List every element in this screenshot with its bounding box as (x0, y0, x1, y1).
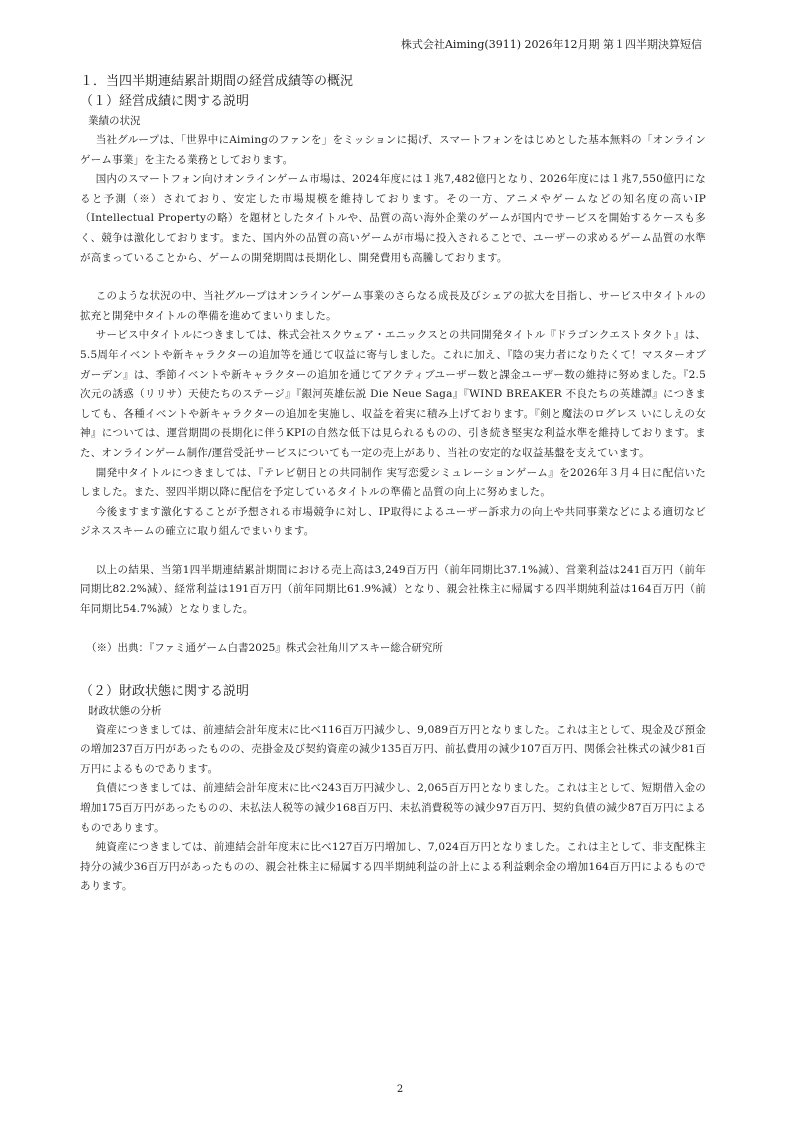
document-body (80, 72, 720, 897)
subsection-title-operating-results: （１）経営成績に関する説明 (80, 94, 250, 109)
document-header: 株式会社Aiming(3911) 2026年12月期 第１四半期決算短信 (400, 38, 702, 51)
section-title: １．当四半期連結累計期間の経営成績等の概況 (80, 74, 354, 89)
heading-performance: 業績の状況 (88, 115, 141, 127)
heading-financial-analysis: 財政状態の分析 (88, 704, 162, 717)
subsection-title-financial-position: （２）財政状態に関する説明 (80, 683, 250, 699)
source-note: （※）出典：『ファミ通ゲーム白書2025』株式会社角川アスキー総合研究所 (86, 641, 443, 654)
paragraph-market: 国内のスマートフォン向けオンラインゲーム市場は、2024年度には１兆7,482億円となり、2026年度には１兆7,550億円になると予測（※）されており、安定した市場規模を維持しております。その一方、アニメやゲームなどの知名度の高いIP（Intellectual Propertyの略）を題材としたタイトルや、品質の高い海外企業のゲームが国内でサービスを開始するケースも多く、競争は激化しております。また、国内外の品質の高いゲームが市場に投入されることで、ユーザーの求めるゲーム品質の水準が高まっていることから、ゲームの開発期間は長期化し、開発費用も高騰しております。 (80, 173, 706, 264)
paragraph-live-titles: サービス中タイトルにつきましては、株式会社スクウェア・エニックスとの共同開発タイトル『ドラゴンクエストタクト』は、5.5周年イベントや新キャラクターの追加等を通じて収益に寄与しました。これに加え、『陰の実力者になりたくて！マスターオブガーデン』は、季節イベントや新キャラクターの追加を通じてアクティブユーザー数と課金ユーザー数の維持に努めました。『2.5次元の誘惑（リリサ）天使たちのステージ』『銀河英雄伝説 Die Neue Saga』『WIND BREAKER 不良たちの英雄譚』につきましても、各種イベントや新キャラクターの追加を実施し、収益を着実に積み上げております。『剣と魔法のログレス いにしえの女神』については、運営期間の長期化に伴うKPIの自然な低下は見られるものの、引き続き堅実な利益水準を維持しております。また、オンラインゲーム制作/運営受託サービスについても一定の売上があり、当社の安定的な収益基盤を支えています。 (80, 329, 706, 459)
paragraph-situation: このような状況の中、当社グループはオンラインゲーム事業のさらなる成長及びシェアの拡大を目指し、サービス中タイトルの拡充と開発中タイトルの準備を進めてまいりました。 (80, 290, 706, 322)
page-number: 2 (396, 1084, 404, 1095)
paragraph-liabilities: 負債につきましては、前連結会計年度末に比べ243百万円減少し、2,065百万円となりました。これは主として、短期借入金の増加175百万円があったものの、未払法人税等の減少168百万円、未払消費税等の減少97百万円、契約負債の減少87百万円によるものであります。 (80, 782, 706, 834)
paragraph-outlook: 今後ますます激化することが予想される市場競争に対し、IP取得によるユーザー訴求力の向上や共同事業などによる適切なビジネススキームの確立に取り組んでまいります。 (80, 505, 706, 538)
paragraph-development-titles: 開発中タイトルにつきましては、『テレビ朝日との共同制作 実写恋愛シミュレーションゲーム』を2026年３月４日に配信いたしました。また、翌四半期以降に配信を予定しているタイトルの準備と品質の向上に努めました。 (80, 466, 706, 499)
paragraph-assets: 資産につきましては、前連結会計年度末に比べ116百万円減少し、9,089百万円となりました。これは主として、現金及び預金の増加237百万円があったものの、売掛金及び契約資産の減少135百万円、前払費用の減少107百万円、関係会社株式の減少81百万円によるものであります。 (80, 723, 706, 775)
paragraph-results: 以上の結果、当第1四半期連結累計期間における売上高は3,249百万円（前年同期比37.1%減）、営業利益は241百万円（前年同期比82.2%減）、経常利益は191百万円（前年同期比61.9%減）となり、親会社株主に帰属する四半期純利益は164百万円（前年同期比54.7%減）となりました。 (80, 563, 706, 616)
paragraph-net-assets: 純資産につきましては、前連結会計年度末に比べ127百万円増加し、7,024百万円となりました。これは主として、非支配株主持分の減少36百万円があったものの、親会社株主に帰属する四半期純利益の計上による利益剰余金の増加164百万円によるものであります。 (80, 841, 706, 893)
paragraph-mission: 当社グループは、「世界中にAimingのファンを」をミッションに掲げ、スマートフォンをはじめとした基本無料の「オンラインゲーム事業」を主たる業務としております。 (80, 134, 706, 166)
